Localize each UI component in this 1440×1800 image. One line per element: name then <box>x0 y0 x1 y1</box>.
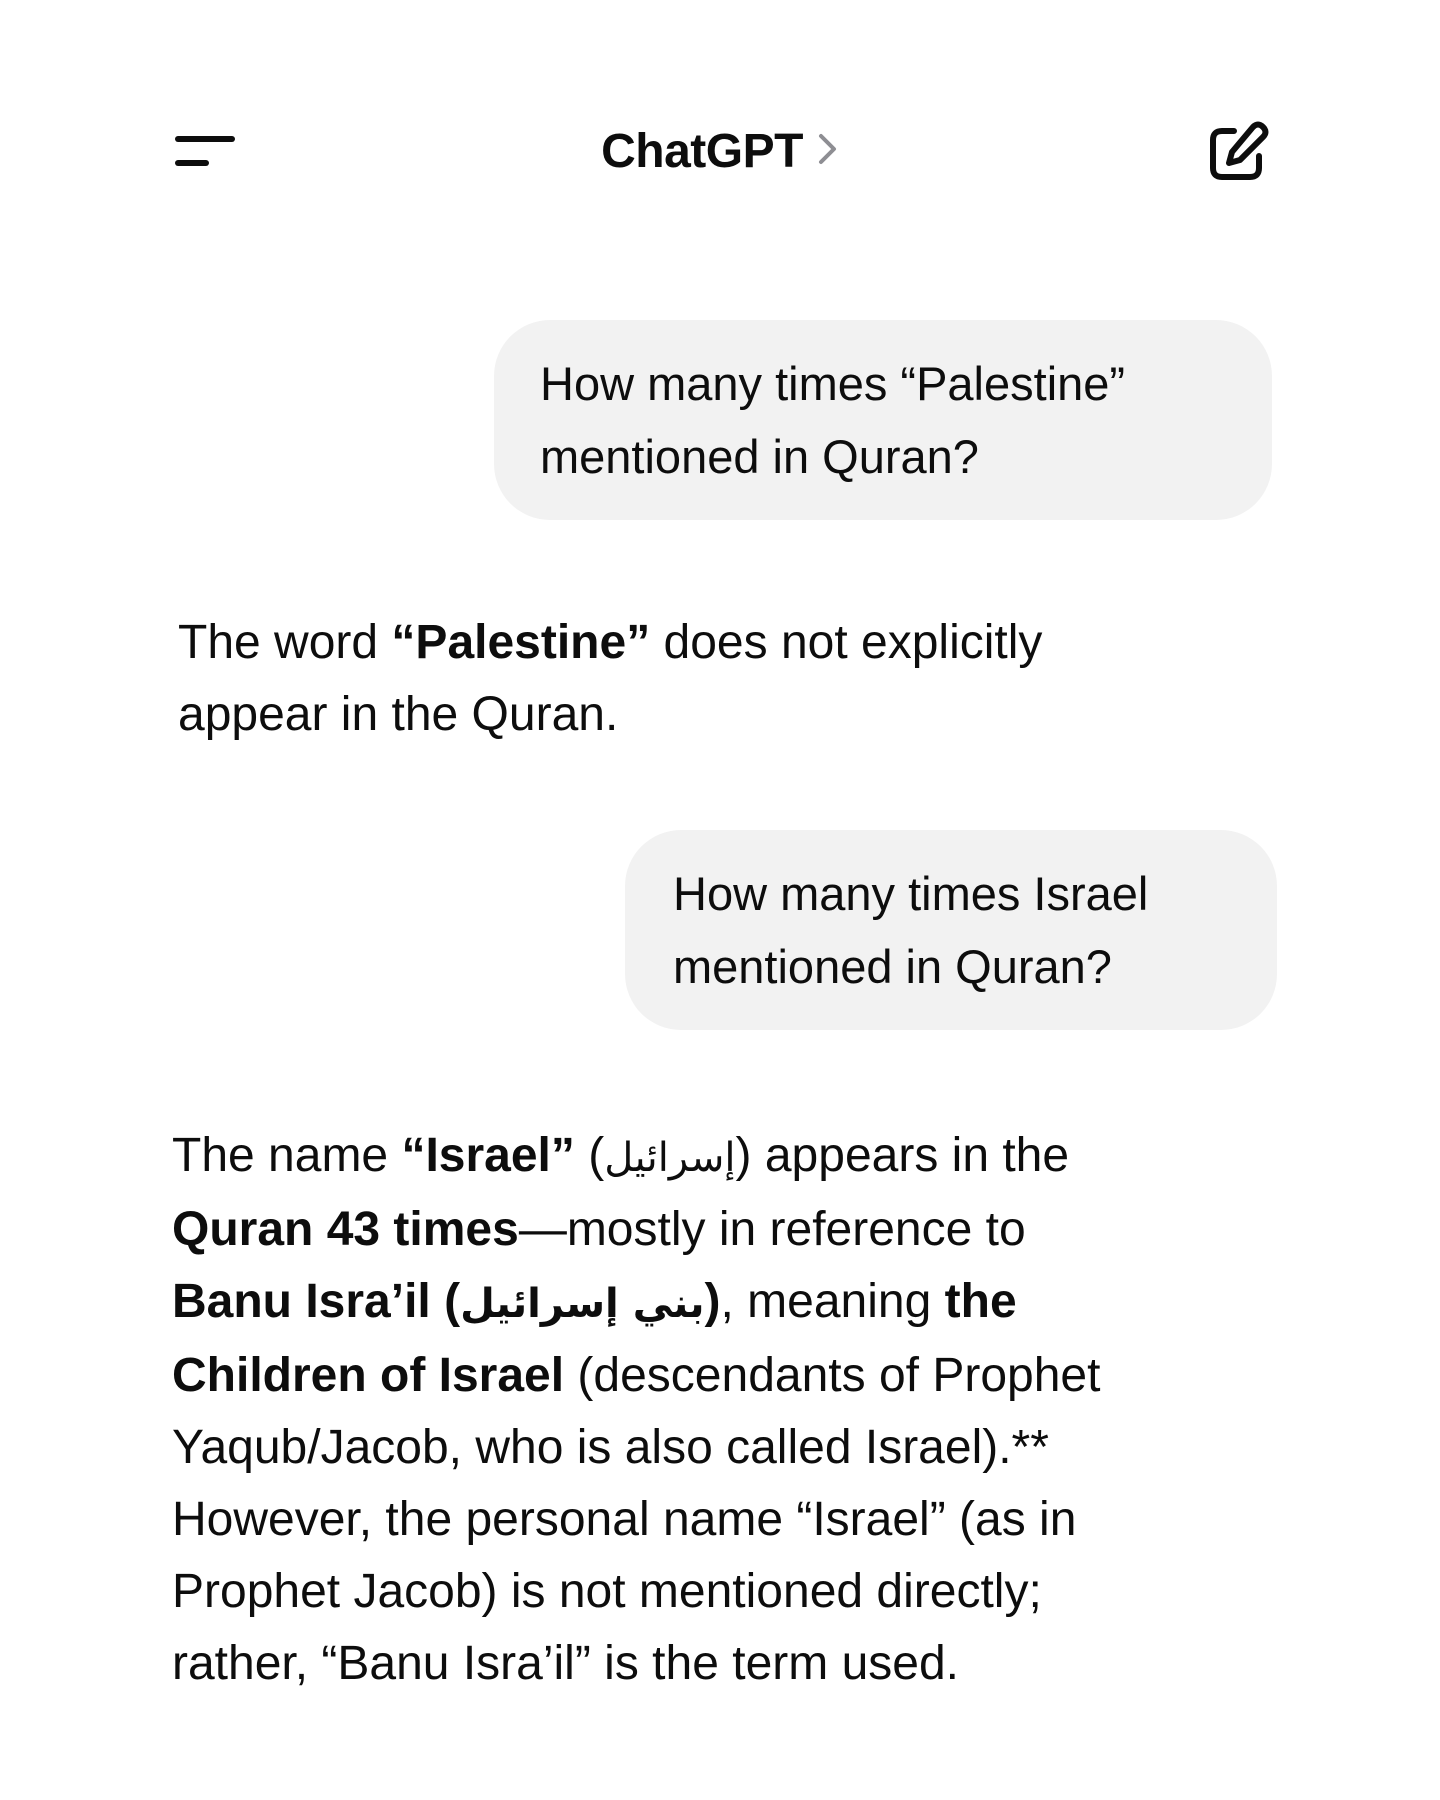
bold-text: Banu Isra’il ( <box>172 1275 461 1328</box>
arabic-text: إسرائيل <box>604 1135 736 1181</box>
app-title: ChatGPT <box>601 125 803 178</box>
user-message-line: mentioned in Quran? <box>673 940 1112 993</box>
new-chat-button[interactable] <box>1202 118 1272 188</box>
chevron-right-icon <box>817 121 839 181</box>
user-message-line: How many times “Palestine” <box>540 357 1126 410</box>
text: However, the personal name “Israel” (as in <box>172 1493 1077 1546</box>
text: ) appears in the <box>735 1129 1070 1182</box>
bold-text: “Israel” <box>401 1129 575 1182</box>
text: Prophet Jacob) is not mentioned directly; <box>172 1565 1042 1618</box>
bold-text: “Palestine” <box>391 616 651 669</box>
text: The name <box>172 1129 402 1182</box>
text: rather, “Banu Isra’il” is the term used. <box>172 1637 959 1690</box>
text: —mostly in reference to <box>518 1203 1026 1256</box>
top-bar <box>0 100 1440 210</box>
text: (descendants of Prophet <box>564 1349 1101 1402</box>
text: does not explicitly <box>650 616 1043 669</box>
text: , meaning <box>720 1275 945 1328</box>
user-message-line: mentioned in Quran? <box>540 430 979 483</box>
assistant-message <box>172 1120 1252 1700</box>
user-message <box>494 320 1272 520</box>
text: ( <box>574 1129 605 1182</box>
user-message <box>625 830 1277 1030</box>
bold-text: the <box>944 1275 1017 1328</box>
user-message-line: How many times Israel <box>673 867 1149 920</box>
text: The word <box>178 616 392 669</box>
text: appear in the Quran. <box>178 688 619 741</box>
bold-text: Quran 43 times <box>172 1203 519 1256</box>
arabic-text: بني إسرائيل <box>460 1281 705 1327</box>
new-chat-edit-icon <box>1202 118 1272 188</box>
bold-text: ) <box>704 1275 721 1328</box>
bold-text: Children of Israel <box>172 1349 565 1402</box>
text: Yaqub/Jacob, who is also called Israel).** <box>172 1421 1049 1474</box>
assistant-message <box>178 607 1238 751</box>
